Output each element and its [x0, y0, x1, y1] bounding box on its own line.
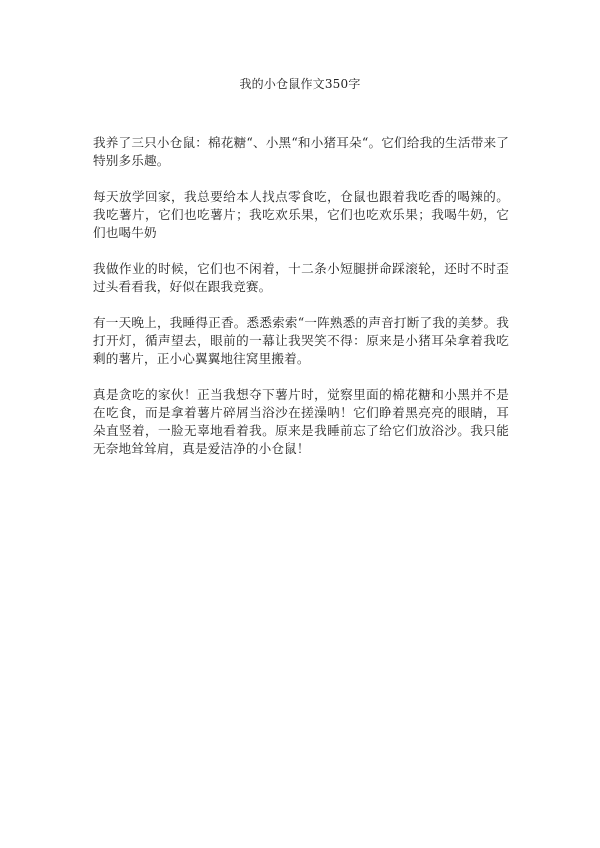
paragraph-5: 真是贪吃的家伙！正当我想夺下薯片时，觉察里面的棉花糖和小黑并不是在吃食，而是拿着薯片碎屑当浴沙在搓澡呐！它们睁着黑亮亮的眼睛，耳朵直竖着，一脸无辜地看着我。原来是我睡前忘了给它们放浴沙。我只能无奈地耸耸肩，真是爱洁净的小仓鼠！ — [93, 387, 509, 456]
document-title: 我的小仓鼠作文350字 — [239, 77, 361, 91]
paragraph-3: 我做作业的时候，它们也不闲着，十二条小短腿拼命踩滚轮，还时不时歪过头看看我，好似在跟我竞赛。 — [93, 261, 509, 294]
paragraph-2: 每天放学回家，我总要给本人找点零食吃，仓鼠也跟着我吃香的喝辣的。我吃薯片，它们也吃薯片；我吃欢乐果，它们也吃欢乐果；我喝牛奶，它们也喝牛奶 — [93, 189, 509, 240]
paragraph-1: 我养了三只小仓鼠：棉花糖“、小黑“和小猪耳朵“。它们给我的生活带来了特别多乐趣。 — [93, 135, 509, 168]
paragraph-4: 有一天晚上，我睡得正香。悉悉索索“一阵熟悉的声音打断了我的美梦。我打开灯，循声望去，眼前的一幕让我哭笑不得：原来是小猪耳朵拿着我吃剩的薯片，正小心翼翼地往窝里搬着。 — [93, 315, 509, 366]
document-body — [93, 134, 509, 476]
